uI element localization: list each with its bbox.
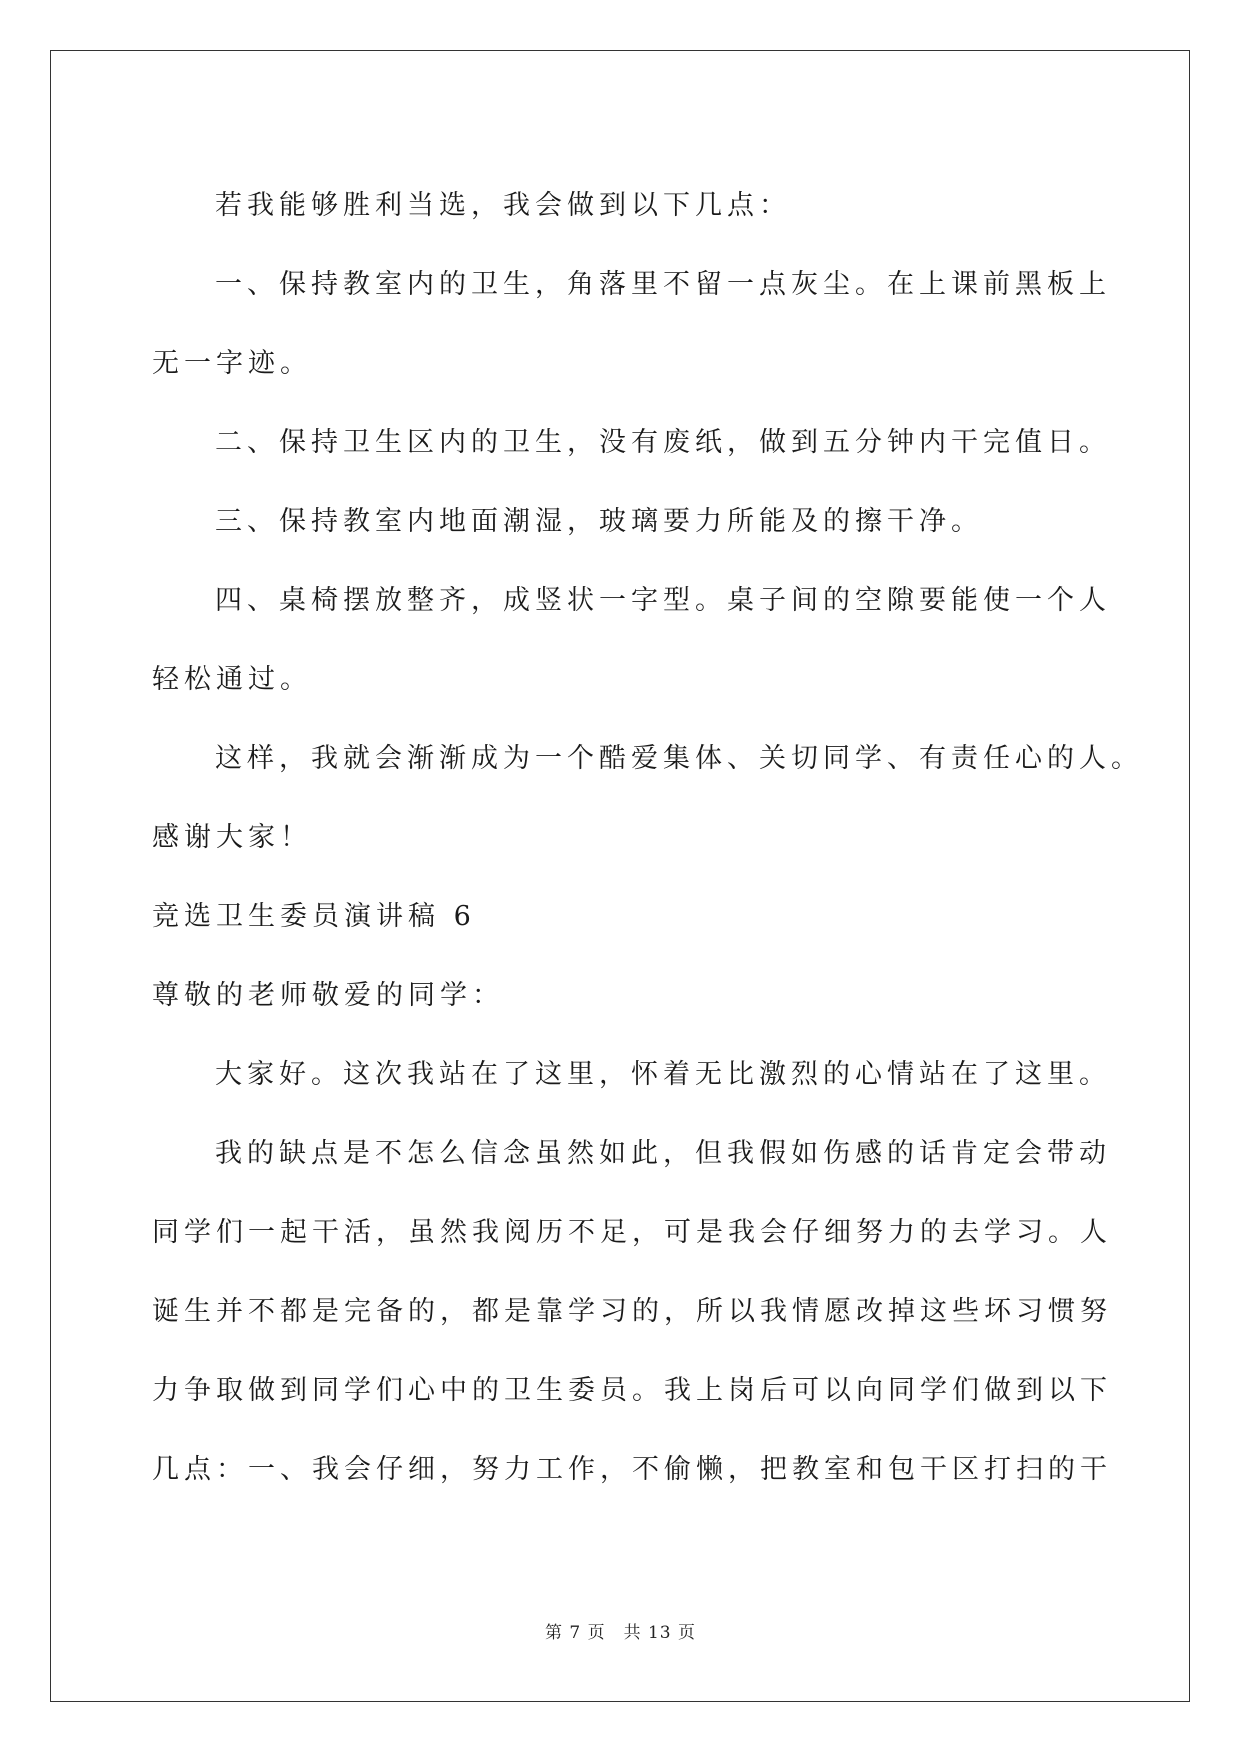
text-line: 轻松通过。 (152, 664, 312, 695)
page-footer (0, 1618, 1241, 1643)
salutation: 尊敬的老师敬爱的同学： (152, 980, 504, 1011)
text-line: 无一字迹。 (152, 348, 312, 379)
text-line: 几点：一、我会仔细，努力工作，不偷懒，把教室和包干区打扫的干 (152, 1454, 1112, 1485)
text-line: 若我能够胜利当选，我会做到以下几点： (215, 190, 791, 221)
text-line: 力争取做到同学们心中的卫生委员。我上岗后可以向同学们做到以下 (152, 1375, 1112, 1406)
total-page-count: 共 13 页 (623, 1623, 697, 1643)
text-line: 感谢大家！ (152, 822, 312, 853)
text-line: 二、保持卫生区内的卫生，没有废纸，做到五分钟内干完值日。 (215, 427, 1111, 458)
text-line: 四、桌椅摆放整齐，成竖状一字型。桌子间的空隙要能使一个人 (215, 585, 1111, 616)
text-line: 同学们一起干活，虽然我阅历不足，可是我会仔细努力的去学习。人 (152, 1217, 1112, 1248)
document-body (152, 166, 1143, 1509)
text-line: 三、保持教室内地面潮湿，玻璃要力所能及的擦干净。 (215, 506, 983, 537)
text-line: 一、保持教室内的卫生，角落里不留一点灰尘。在上课前黑板上 (215, 269, 1111, 300)
text-line: 这样，我就会渐渐成为一个酷爱集体、关切同学、有责任心的人。 (215, 743, 1143, 774)
section-heading: 竞选卫生委员演讲稿 6 (152, 901, 476, 932)
text-line: 大家好。这次我站在了这里，怀着无比激烈的心情站在了这里。 (215, 1059, 1111, 1090)
current-page-number: 第 7 页 (544, 1623, 606, 1643)
text-line: 诞生并不都是完备的，都是靠学习的，所以我情愿改掉这些坏习惯努 (152, 1296, 1112, 1327)
text-line: 我的缺点是不怎么信念虽然如此，但我假如伤感的话肯定会带动 (215, 1138, 1111, 1169)
